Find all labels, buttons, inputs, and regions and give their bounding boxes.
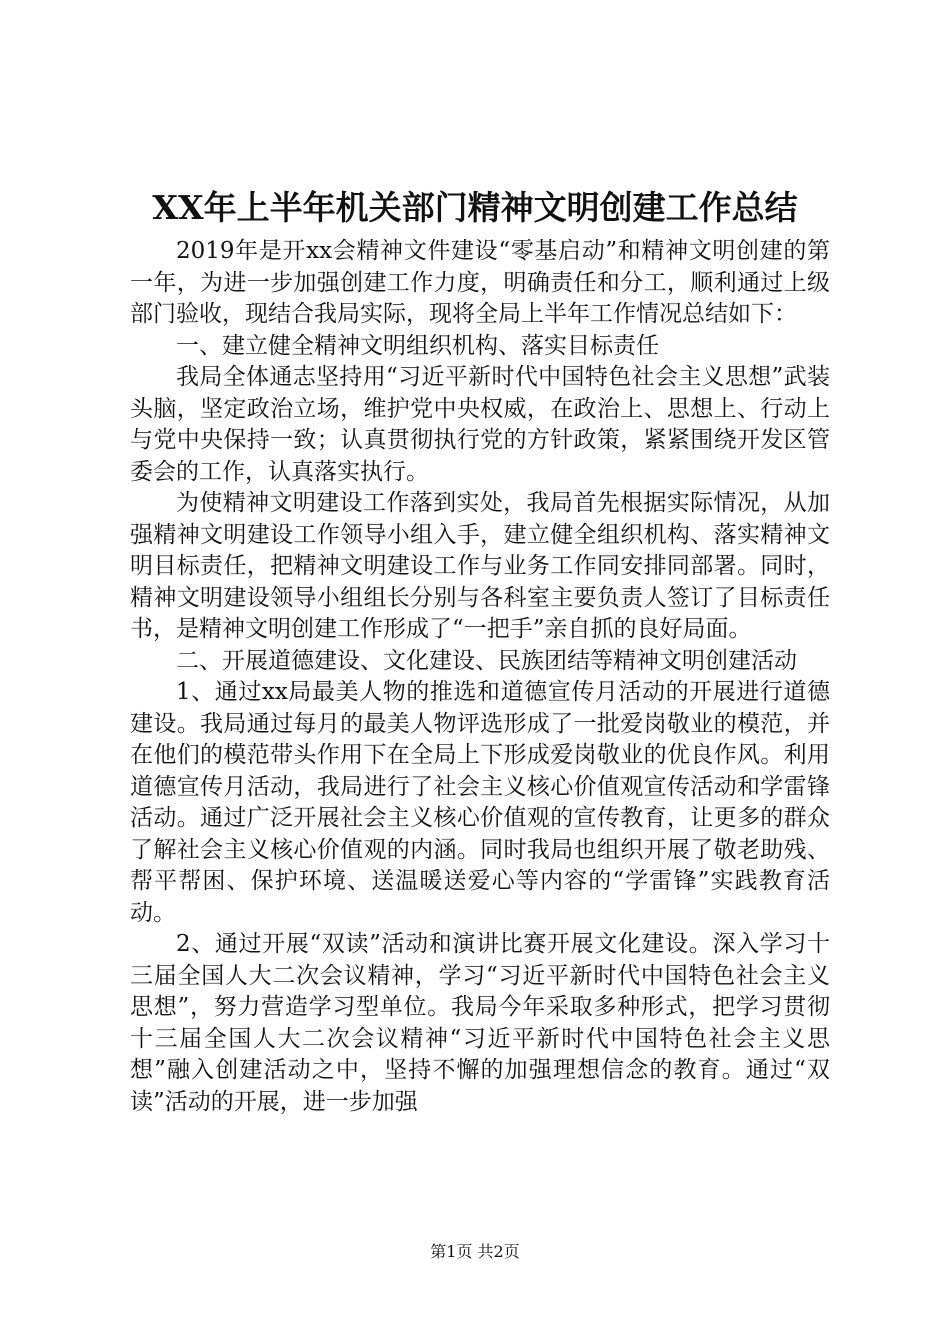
intro-paragraph: 2019年是开xx会精神文件建设“零基启动”和精神文明创建的第一年，为进一步加强创建工作力度，明确责任和分工，顺利通过上级部门验收，现结合我局实际，现将全局上半年工作情况总结如下： — [130, 238, 830, 327]
section-heading-1: 一、建立健全精神文明组织机构、落实目标责任 — [176, 332, 659, 359]
body-paragraph: 2、通过开展“双读”活动和演讲比赛开展文化建设。深入学习十三届全国人大二次会议精神，学习“习近平新时代中国特色社会主义思想”，努力营造学习型单位。我局今年采取多种形式，把学习贯彻十三届全国人大二次会议精神“习近平新时代中国特色社会主义思想”融入创建活动之中，坚持不懈的加强理想信念的教育。通过“双读”活动的开展，进一步加强 — [130, 931, 830, 1115]
document-title: XX年上半年机关部门精神文明创建工作总结 — [152, 188, 798, 227]
page-footer: 第1页 共2页 — [430, 1242, 520, 1261]
body-paragraph: 我局全体通志坚持用“习近平新时代中国特色社会主义思想”武装头脑，坚定政治立场，维护党中央权威，在政治上、思想上、行动上与党中央保持一致；认真贯彻执行党的方针政策，紧紧围绕开发区管委会的工作，认真落实执行。 — [130, 364, 830, 485]
section-heading-2: 二、开展道德建设、文化建设、民族团结等精神文明创建活动 — [176, 647, 797, 674]
body-paragraph: 1、通过xx局最美人物的推选和道德宣传月活动的开展进行道德建设。我局通过每月的最美人物评选形成了一批爱岗敬业的模范，并在他们的模范带头作用下在全局上下形成爱岗敬业的优良作风。利用道德宣传月活动，我局进行了社会主义核心价值观宣传活动和学雷锋活动。通过广泛开展社会主义核心价值观的宣传教育，让更多的群众了解社会主义核心价值观的内涵。同时我局也组织开展了敬老助残、帮平帮困、保护环境、送温暖送爱心等内容的“学雷锋”实践教育活动。 — [130, 679, 830, 926]
body-paragraph: 为使精神文明建设工作落到实处，我局首先根据实际情况，从加强精神文明建设工作领导小组入手，建立健全组织机构、落实精神文明目标责任，把精神文明建设工作与业务工作同安排同部署。同时，精神文明建设领导小组组长分别与各科室主要负责人签订了目标责任书，是精神文明创建工作形成了“一把手”亲自抓的良好局面。 — [130, 490, 830, 642]
document-body — [130, 236, 830, 1118]
